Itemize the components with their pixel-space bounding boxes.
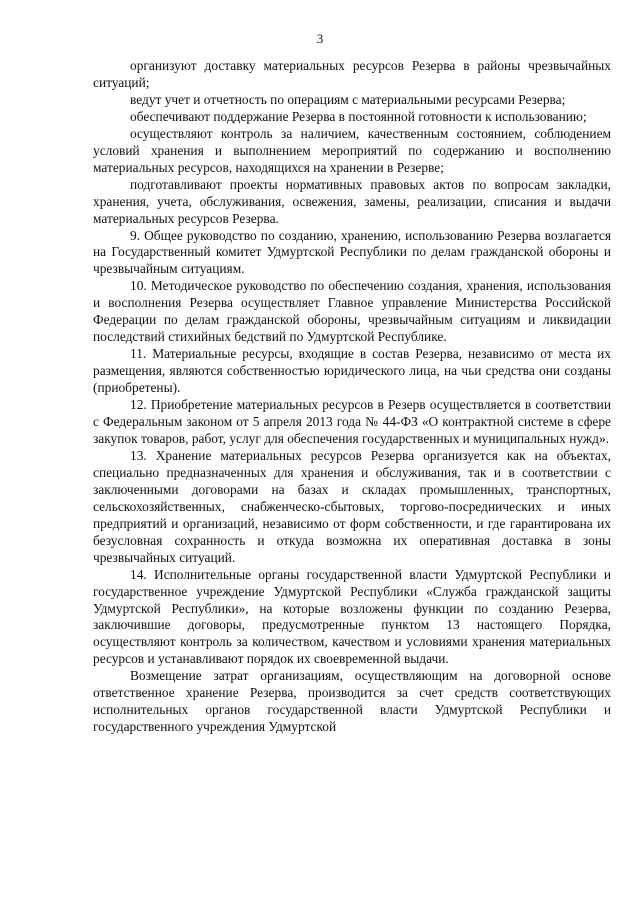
paragraph-item-10: 10. Методическое руководство по обеспечению создания, хранения, использования и восполнения Резерва осуществляет Главное управление Министерства Российской Федерации по делам гражданской обороны, чрезвычайным ситуациям и ликвидации последствий стихийных бедствий по Удмуртской Республике. — [93, 278, 611, 345]
paragraph-item-9: 9. Общее руководство по созданию, хранению, использованию Резерва возлагается на Государственный комитет Удмуртской Республики по делам гражданской обороны и чрезвычайным ситуациям. — [93, 227, 611, 277]
document-body — [93, 58, 611, 736]
paragraph-deliver-resources: организуют доставку материальных ресурсов Резерва в районы чрезвычайных ситуаций; — [93, 58, 611, 90]
paragraph-drafts: подготавливают проекты нормативных правовых актов по вопросам закладки, хранения, учета, обслуживания, освежения, замены, реализации, списания и выдачи материальных ресурсов Резерва. — [93, 176, 611, 226]
paragraph-readiness: обеспечивают поддержание Резерва в постоянной готовности к использованию; — [130, 108, 587, 124]
paragraph-item-14: 14. Исполнительные органы государственной власти Удмуртской Республики и государственное учреждение Удмуртской Республики «Служба гражданской защиты Удмуртской Республики», на которые возложены функции по созданию Резерва, заключившие договоры, предусмотренные пунктом 13 настоящего Порядка, осуществляют контроль за количеством, качеством и условиями хранения материальных ресурсов и устанавливают порядок их своевременной выдачи. — [93, 566, 611, 667]
paragraph-control: осуществляют контроль за наличием, качественным состоянием, соблюдением условий хранения и выполнением мероприятий по содержанию и восполнению материальных ресурсов, находящихся на хранении в Резерве; — [93, 125, 611, 175]
paragraph-cost-reimbursement: Возмещение затрат организациям, осуществляющим на договорной основе ответственное хранение Резерва, производится за счет средств соответствующих исполнительных органов государственной власти Удмуртской Республики и государственного учреждения Удмуртской — [93, 668, 611, 735]
paragraph-item-13: 13. Хранение материальных ресурсов Резерва организуется как на объектах, специально предназначенных для хранения и обслуживания, так и в соответствии с заключенными договорами на базах и складах промышленных, транспортных, сельскохозяйственных, снабженческо-сбытовых, торгово-посреднических и иных предприятий и организаций, независимо от форм собственности, и где гарантирована их безусловная сохранность и откуда возможна их оперативная доставка в зоны чрезвычайных ситуаций. — [93, 447, 611, 565]
paragraph-item-12: 12. Приобретение материальных ресурсов в Резерв осуществляется в соответствии с Федеральным законом от 5 апреля 2013 года № 44-ФЗ «О контрактной системе в сфере закупок товаров, работ, услуг для обеспечения государственных и муниципальных нужд». — [93, 397, 611, 446]
paragraph-accounting: ведут учет и отчетность по операциям с материальными ресурсами Резерва; — [130, 91, 566, 107]
page-number: 3 — [316, 31, 324, 46]
paragraph-item-11: 11. Материальные ресурсы, входящие в состав Резерва, независимо от места их размещения, являются собственностью юридического лица, на чьи средства они созданы (приобретены). — [93, 346, 611, 396]
